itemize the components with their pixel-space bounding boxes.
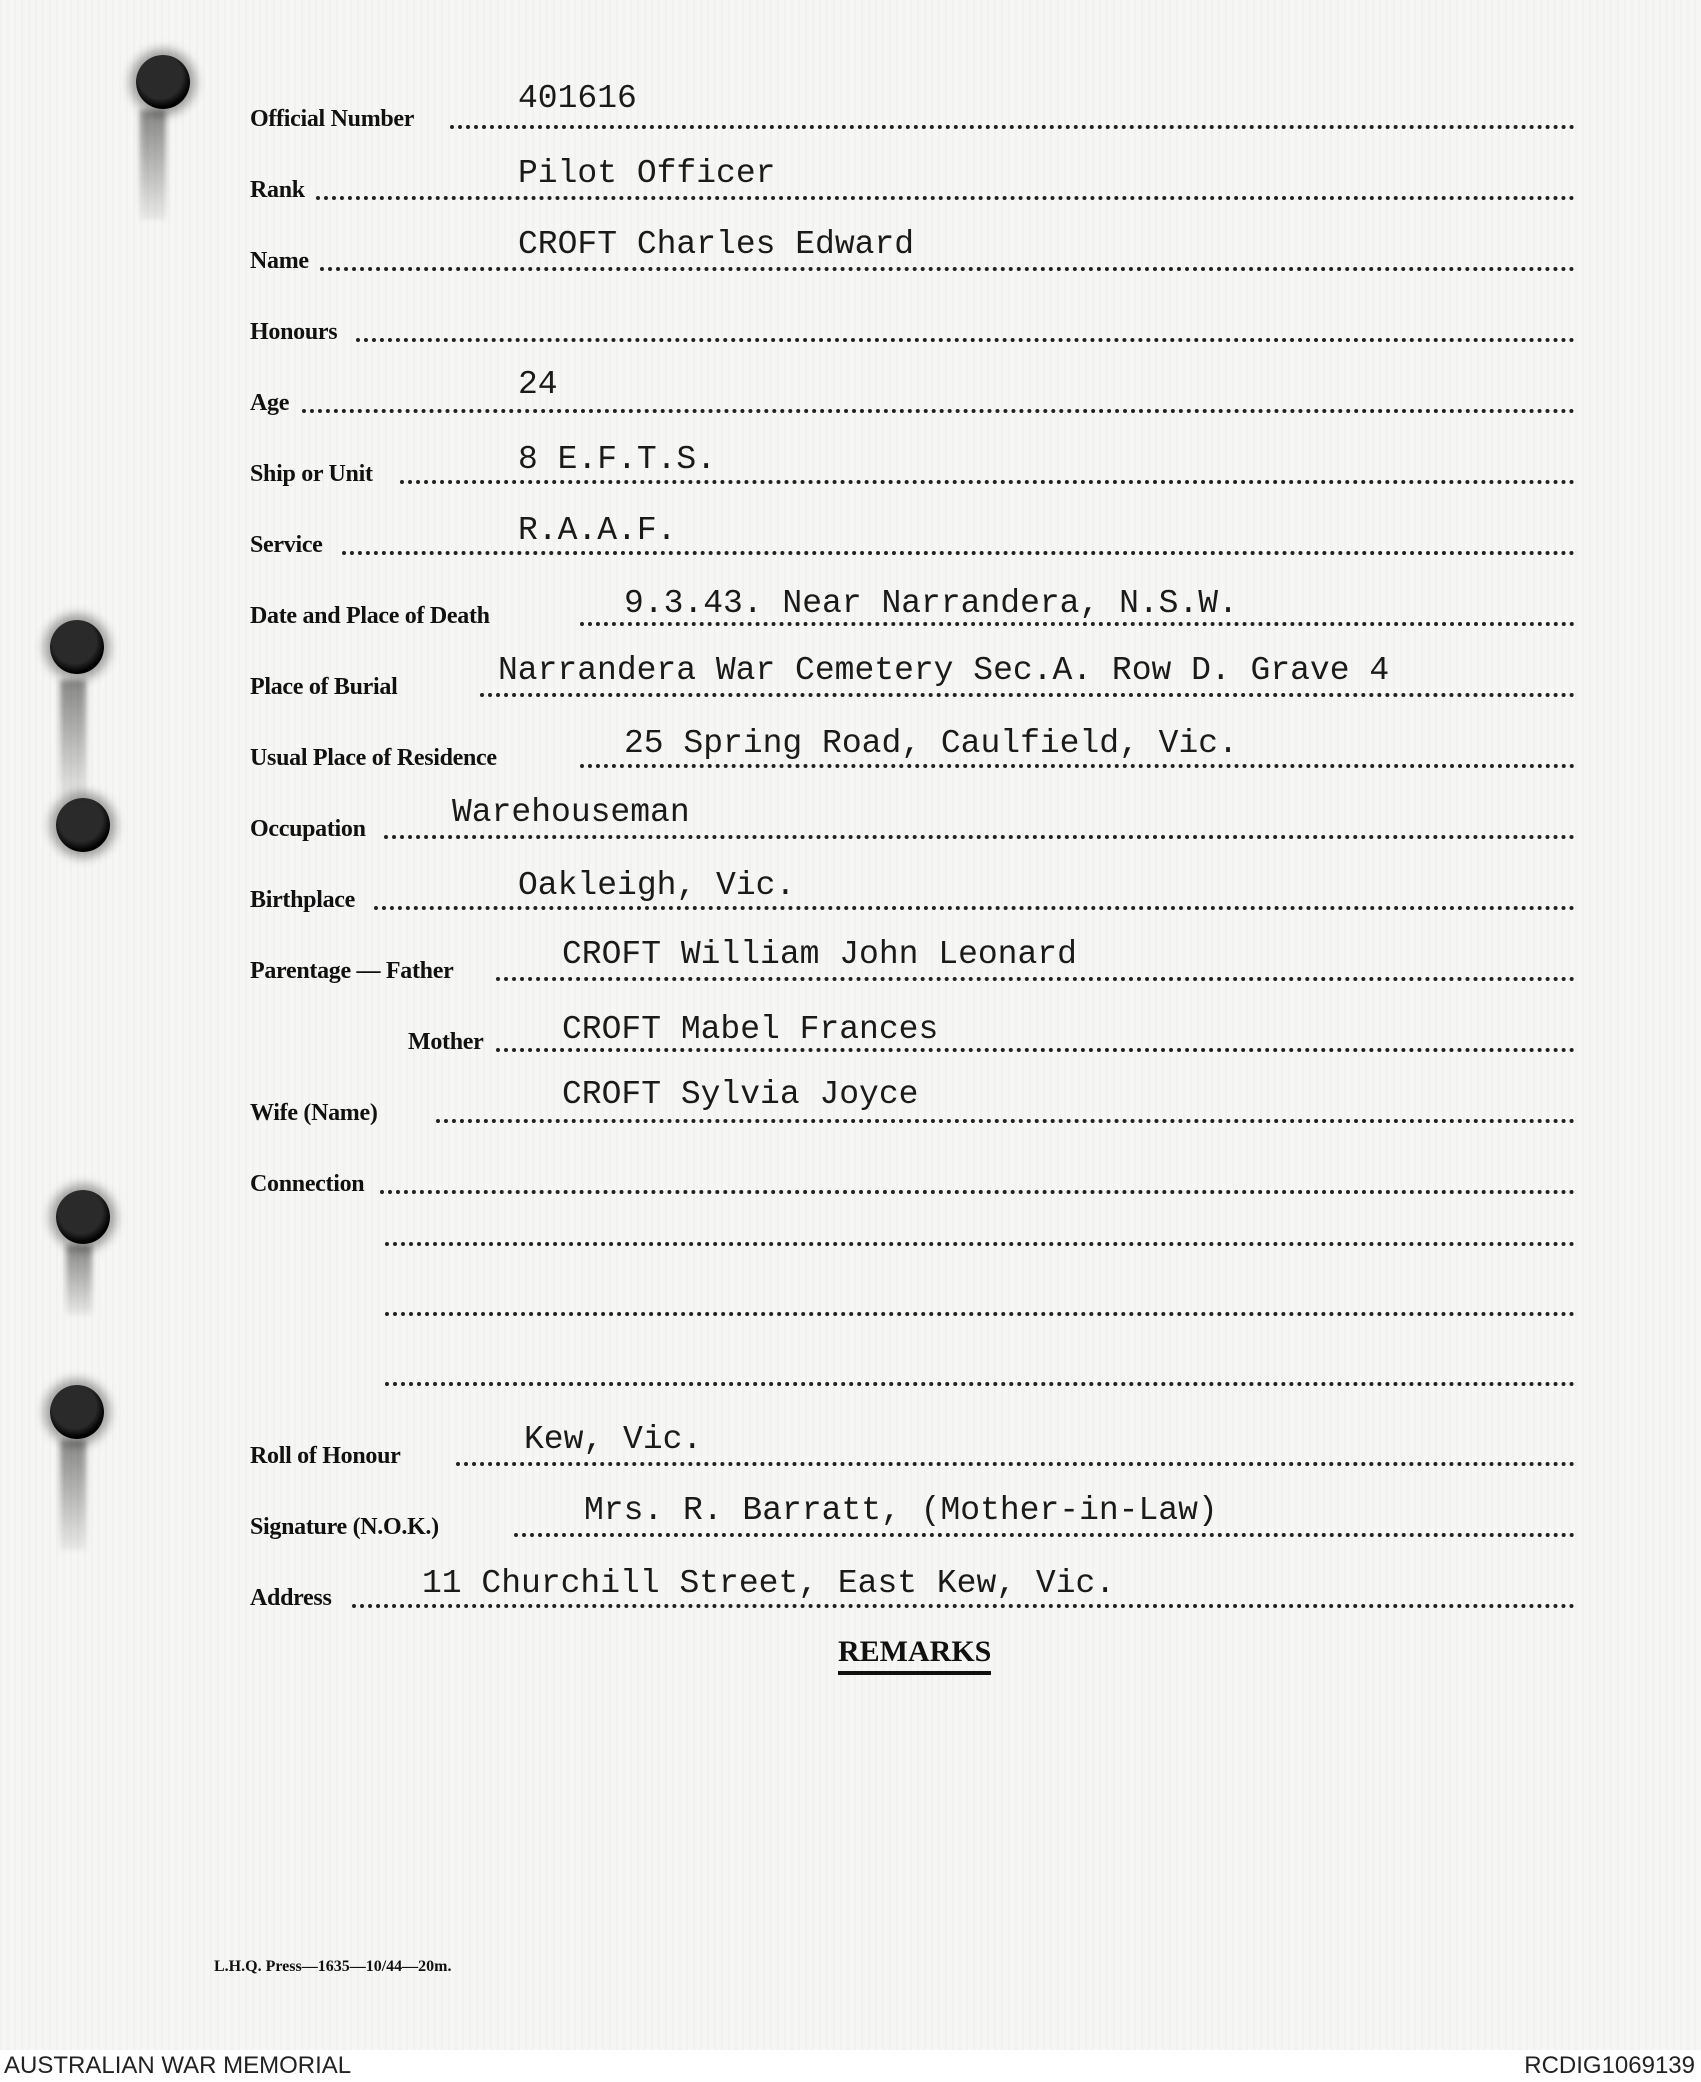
dotted-line [580, 764, 1575, 768]
birthplace-label: Birthplace [250, 887, 355, 913]
punch-hole-1 [136, 55, 190, 109]
occupation-row [250, 794, 1575, 845]
signature-value: Mrs. R. Barratt, (Mother-in-Law) [584, 1492, 1218, 1529]
dotted-line [374, 906, 1575, 910]
dotted-line [352, 1604, 1575, 1608]
name-row [250, 226, 1575, 277]
ship-unit-label: Ship or Unit [250, 461, 373, 487]
dotted-line [302, 409, 1575, 413]
service-value: R.A.A.F. [518, 512, 677, 549]
dotted-line [496, 1048, 1575, 1052]
scan-smudge [60, 1440, 86, 1550]
dotted-line [380, 1190, 1575, 1194]
scan-smudge [66, 1245, 92, 1315]
signature-label: Signature (N.O.K.) [250, 1514, 439, 1540]
date-place-death-value: 9.3.43. Near Narrandera, N.S.W. [624, 585, 1238, 622]
date-place-death-row [250, 585, 1575, 632]
rank-label: Rank [250, 177, 305, 203]
punch-hole-3 [56, 798, 110, 852]
service-row [250, 512, 1575, 561]
printer-imprint: L.H.Q. Press—1635—10/44—20m. [214, 1958, 452, 1975]
roll-of-honour-label: Roll of Honour [250, 1443, 401, 1469]
dotted-line [384, 835, 1575, 839]
usual-residence-row [250, 725, 1575, 774]
mother-value: CROFT Mabel Frances [562, 1011, 939, 1048]
address-value: 11 Churchill Street, East Kew, Vic. [422, 1565, 1116, 1602]
dotted-line [450, 125, 1575, 129]
name-value: CROFT Charles Edward [518, 226, 915, 263]
place-burial-value: Narrandera War Cemetery Sec.A. Row D. Grave 4 [498, 652, 1390, 689]
service-label: Service [250, 532, 323, 558]
age-value: 24 [518, 366, 558, 403]
dotted-line [480, 693, 1575, 697]
roll-of-honour-value: Kew, Vic. [524, 1421, 703, 1458]
dotted-line [320, 267, 1575, 271]
place-burial-label: Place of Burial [250, 674, 398, 700]
wife-row [250, 1076, 1575, 1129]
scan-smudge [140, 110, 166, 220]
ship-unit-row [250, 441, 1575, 490]
age-label: Age [250, 390, 290, 416]
address-label: Address [250, 1585, 332, 1611]
connection-blank-line [385, 1382, 1575, 1386]
father-value: CROFT William John Leonard [562, 936, 1077, 973]
official-number-value: 401616 [518, 80, 637, 117]
rank-value: Pilot Officer [518, 155, 776, 192]
dotted-line [356, 338, 1575, 342]
date-place-death-label: Date and Place of Death [250, 603, 490, 629]
footer-catalogue-id: RCDIG1069139 [1524, 2052, 1695, 2079]
rank-row [250, 155, 1575, 206]
dotted-line [456, 1462, 1575, 1466]
mother-row [250, 1011, 1575, 1058]
connection-row [250, 1160, 1575, 1200]
address-row [250, 1565, 1575, 1614]
honours-row [250, 308, 1575, 348]
dotted-line [580, 622, 1575, 626]
usual-residence-label: Usual Place of Residence [250, 745, 497, 771]
wife-value: CROFT Sylvia Joyce [562, 1076, 919, 1113]
dotted-line [400, 480, 1575, 484]
dotted-line [316, 196, 1575, 200]
name-label: Name [250, 248, 309, 274]
honours-label: Honours [250, 319, 338, 345]
dotted-line [342, 551, 1575, 555]
official-number-label: Official Number [250, 106, 415, 132]
father-label: Parentage — Father [250, 958, 454, 984]
connection-label: Connection [250, 1171, 365, 1197]
father-row [250, 936, 1575, 987]
occupation-label: Occupation [250, 816, 366, 842]
age-row [250, 366, 1575, 419]
signature-row [250, 1492, 1575, 1543]
dotted-line [496, 977, 1575, 981]
connection-blank-line [385, 1242, 1575, 1246]
ship-unit-value: 8 E.F.T.S. [518, 441, 717, 478]
remarks-heading: REMARKS [838, 1635, 991, 1675]
mother-label: Mother [408, 1029, 484, 1055]
punch-hole-2 [50, 620, 104, 674]
footer-institution: AUSTRALIAN WAR MEMORIAL [4, 2052, 352, 2079]
occupation-value: Warehouseman [452, 794, 690, 831]
usual-residence-value: 25 Spring Road, Caulfield, Vic. [624, 725, 1238, 762]
connection-blank-line [385, 1312, 1575, 1316]
birthplace-value: Oakleigh, Vic. [518, 867, 796, 904]
punch-hole-4 [56, 1190, 110, 1244]
wife-label: Wife (Name) [250, 1100, 378, 1126]
dotted-line [436, 1119, 1575, 1123]
official-number-row [250, 80, 1575, 135]
scan-smudge [60, 680, 86, 800]
birthplace-row [250, 867, 1575, 916]
roll-of-honour-row [250, 1421, 1575, 1472]
dotted-line [514, 1533, 1575, 1537]
punch-hole-5 [50, 1385, 104, 1439]
place-burial-row [250, 652, 1575, 703]
